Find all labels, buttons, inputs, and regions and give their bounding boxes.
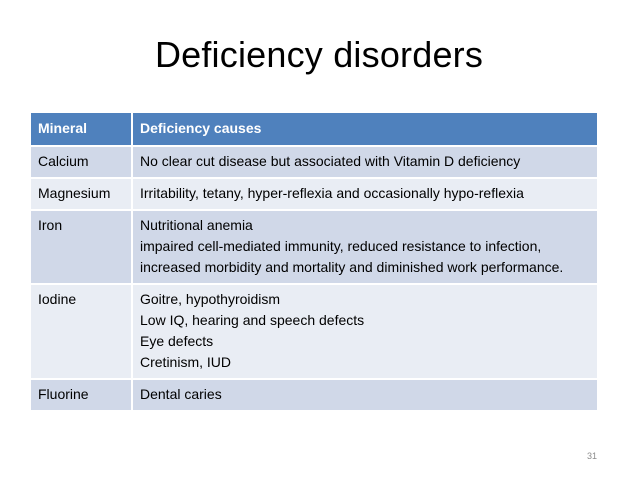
mineral-cell: Calcium (31, 146, 132, 178)
mineral-cell: Magnesium (31, 178, 132, 210)
table-header-row (31, 113, 597, 146)
mineral-cell: Iron (31, 210, 132, 284)
cause-line: Goitre, hypothyroidism (140, 291, 281, 307)
slide-title: Deficiency disorders (154, 34, 484, 75)
table-row (31, 146, 597, 178)
cause-line: Irritability, tetany, hyper-reflexia and occasionally hypo-reflexia (140, 185, 524, 201)
causes-cell (132, 284, 597, 379)
causes-cell (132, 178, 597, 210)
cause-line: No clear cut disease but associated with Vitamin D deficiency (140, 153, 521, 169)
deficiency-table (31, 113, 597, 412)
cause-line: Low IQ, hearing and speech defects (140, 312, 365, 328)
causes-cell (132, 379, 597, 411)
mineral-cell: Fluorine (31, 379, 132, 411)
header-mineral: Mineral (31, 113, 132, 146)
cause-line: Eye defects (140, 333, 214, 349)
slide-number: 31 (586, 451, 597, 461)
causes-cell (132, 146, 597, 178)
table-row (31, 178, 597, 210)
table-row (31, 210, 597, 284)
table-row (31, 379, 597, 411)
causes-cell (132, 210, 597, 284)
header-deficiency-causes: Deficiency causes (132, 113, 597, 146)
cause-line: Dental caries (140, 386, 222, 402)
cause-line: Cretinism, IUD (140, 354, 232, 370)
cause-line: impaired cell-mediated immunity, reduced resistance to infection, increased morbidity and mortality and diminished work performance. (140, 238, 564, 275)
cause-line: Nutritional anemia (140, 217, 253, 233)
mineral-cell: Iodine (31, 284, 132, 379)
table-row (31, 284, 597, 379)
